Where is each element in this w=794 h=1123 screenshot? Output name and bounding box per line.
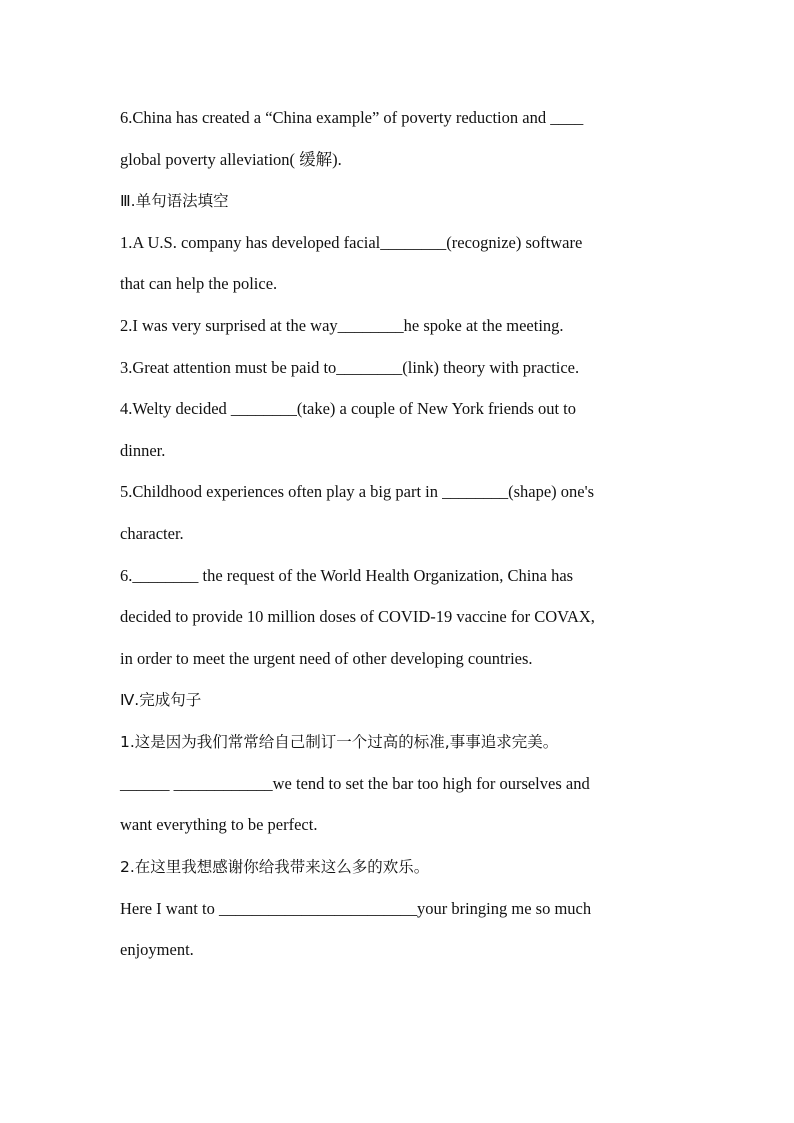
sentence-q2-line-2: enjoyment. — [120, 940, 194, 959]
grammar-q4-line-1: 4.Welty decided ________(take) a couple of New York friends out to — [120, 399, 576, 418]
sentence-q2-chinese: 2.在这里我想感谢你给我带来这么多的欢乐。 — [120, 858, 430, 876]
q6-poverty-line-1: 6.China has created a “China example” of poverty reduction and ____ — [120, 108, 584, 127]
grammar-q5-line-1: 5.Childhood experiences often play a big part in ________(shape) one's — [120, 482, 595, 501]
grammar-q6-line-1: 6.________ the request of the World Health Organization, China has — [120, 566, 574, 585]
grammar-q1-line-2: that can help the police. — [120, 274, 278, 293]
section-4-heading: Ⅳ.完成句子 — [120, 691, 202, 709]
grammar-q2: 2.I was very surprised at the way________he spoke at the meeting. — [120, 316, 564, 335]
grammar-q5-line-2: character. — [120, 524, 184, 543]
sentence-q1-line-2: want everything to be perfect. — [120, 815, 318, 834]
grammar-q6-line-2: decided to provide 10 million doses of COVID-19 vaccine for COVAX, — [120, 607, 595, 626]
q6-poverty-line-2: global poverty alleviation( 缓解). — [120, 150, 342, 169]
grammar-q4-line-2: dinner. — [120, 441, 166, 460]
grammar-q3: 3.Great attention must be paid to________(link) theory with practice. — [120, 358, 580, 377]
section-3-heading: Ⅲ.单句语法填空 — [120, 192, 229, 210]
sentence-q2-line-1: Here I want to ________________________your bringing me so much — [120, 899, 592, 918]
sentence-q1-line-1: ______ ____________we tend to set the bar too high for ourselves and — [120, 774, 590, 793]
grammar-q1-line-1: 1.A U.S. company has developed facial________(recognize) software — [120, 233, 583, 252]
grammar-q6-line-3: in order to meet the urgent need of other developing countries. — [120, 649, 533, 668]
sentence-q1-chinese: 1.这是因为我们常常给自己制订一个过高的标准,事事追求完美。 — [120, 733, 559, 751]
